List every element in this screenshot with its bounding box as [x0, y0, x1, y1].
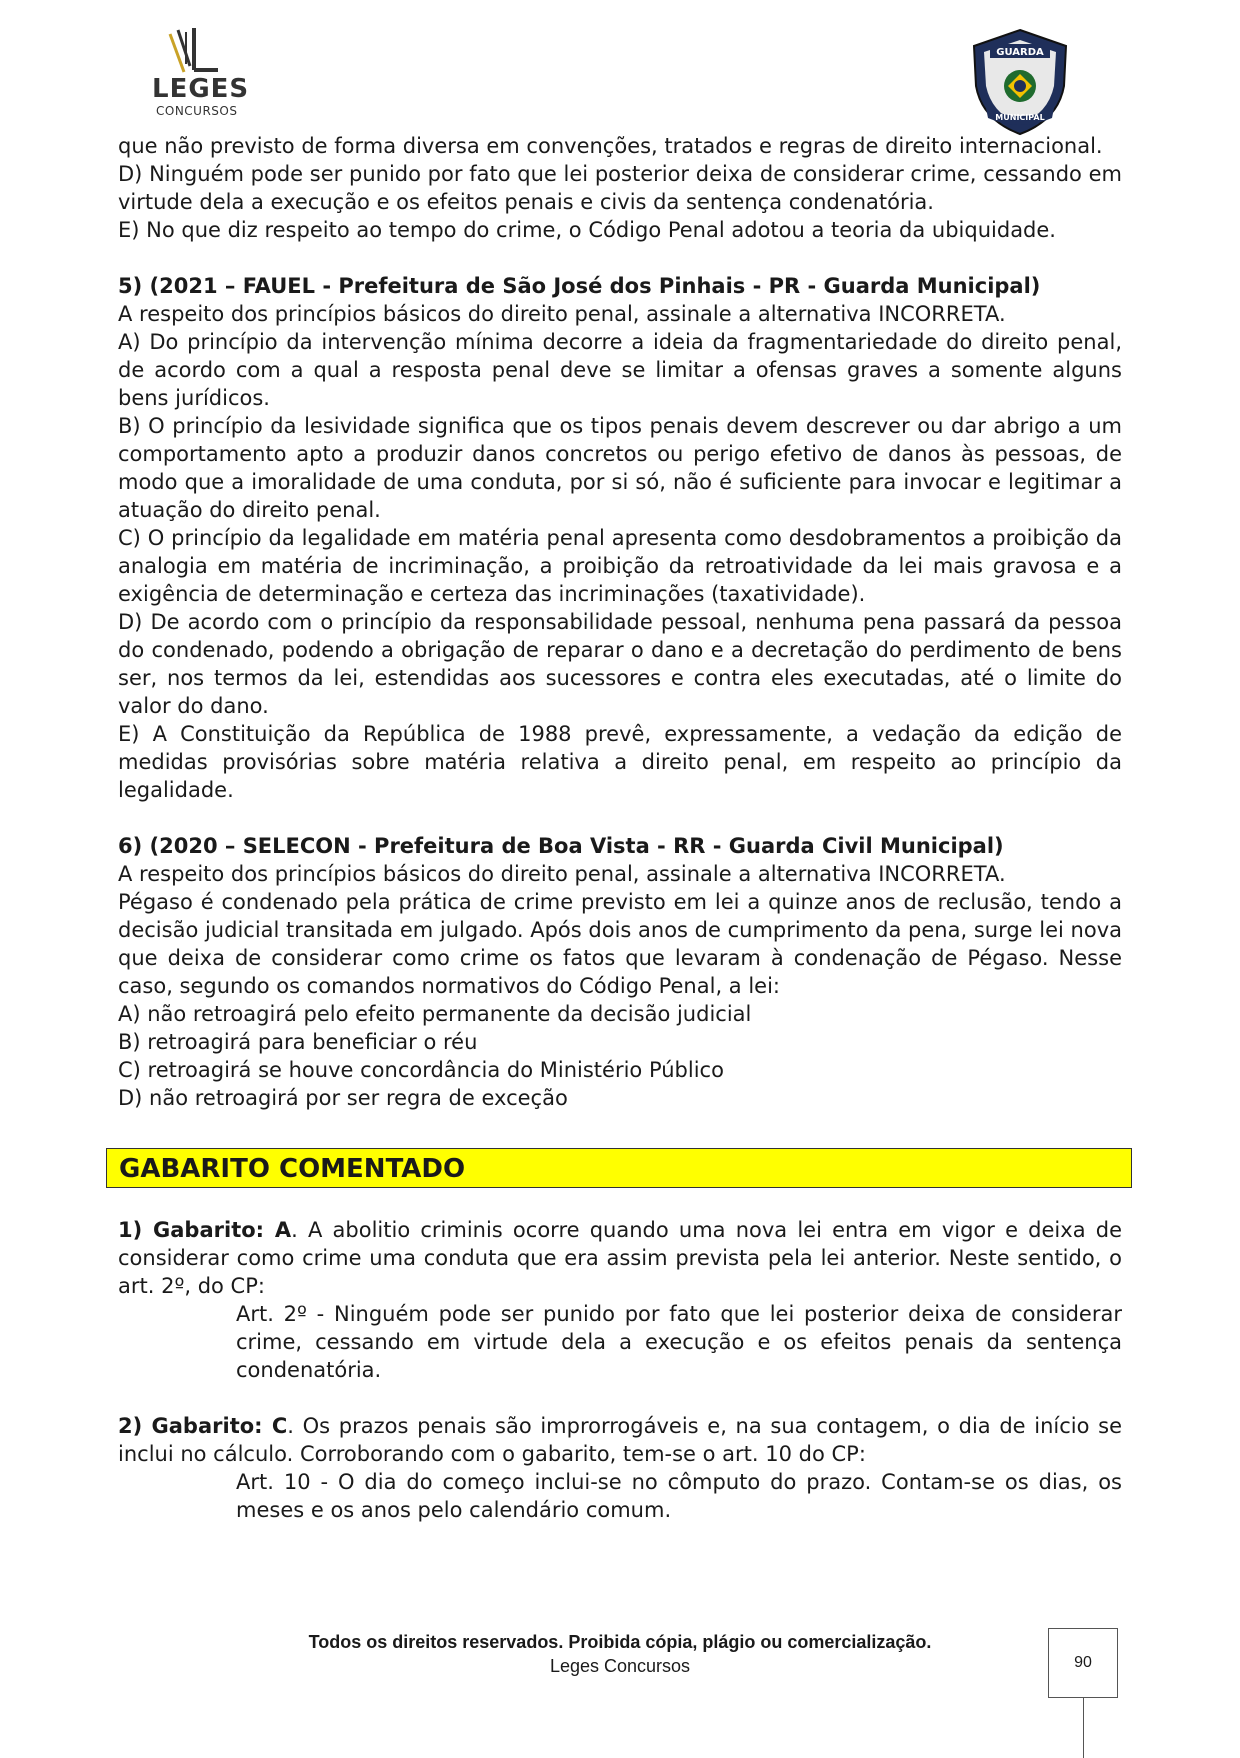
- question-5-title: 5) (2021 – FAUEL - Prefeitura de São José dos Pinhais - PR - Guarda Municipal): [118, 274, 1041, 298]
- gabarito-heading: GABARITO COMENTADO: [106, 1148, 1132, 1188]
- answer-2-quote: Art. 10 - O dia do começo inclui-se no cômputo do prazo. Contam-se os dias, os meses e os anos pelo calendário comum.: [236, 1470, 1122, 1522]
- paragraph: D) Ninguém pode ser punido por fato que lei posterior deixa de considerar crime, cessando em virtude dela a execução e os efeitos penais e civis da sentença condenatória.: [118, 162, 1122, 214]
- paragraph: que não previsto de forma diversa em convenções, tratados e regras de direito internacional.: [118, 134, 1103, 158]
- page-number-line: [1083, 1698, 1084, 1758]
- question-6-line: Pégaso é condenado pela prática de crime previsto em lei a quinze anos de reclusão, tendo a decisão judicial transitada em julgado. Após dois anos de cumprimento da pena, surge lei nova que deixa de considerar como crime os fatos que levaram à condenação de Pégaso. Nesse caso, segundo os comandos normativos do Código Penal, a lei:: [118, 890, 1122, 998]
- question-5-line: D) De acordo com o princípio da responsabilidade pessoal, nenhuma pena passará da pessoa do condenado, podendo a obrigação de reparar o dano e a decretação do perdimento de bens ser, nos termos da lei, estendidas aos sucessores e contra eles executadas, até o limite do valor do dano.: [118, 610, 1122, 718]
- question-6-line: C) retroagirá se houve concordância do Ministério Público: [118, 1058, 724, 1082]
- answer-1-quote: Art. 2º - Ninguém pode ser punido por fato que lei posterior deixa de considerar crime, cessando em virtude dela a execução e os efeitos penais da sentença condenatória.: [236, 1302, 1122, 1382]
- leges-brand-sub: CONCURSOS: [156, 104, 238, 118]
- question-6-title: 6) (2020 – SELECON - Prefeitura de Boa Vista - RR - Guarda Civil Municipal): [118, 834, 1004, 858]
- question-6-line: D) não retroagirá por ser regra de exceção: [118, 1086, 568, 1110]
- paragraph: E) No que diz respeito ao tempo do crime, o Código Penal adotou a teoria da ubiquidade.: [118, 218, 1056, 242]
- answer-1-label: 1) Gabarito: A: [118, 1218, 292, 1242]
- question-6-line: A respeito dos princípios básicos do direito penal, assinale a alternativa INCORRETA.: [118, 862, 1006, 886]
- answer-2: [118, 1412, 1122, 1468]
- answer-2-label: 2) Gabarito: C: [118, 1414, 288, 1438]
- footer-company: Leges Concursos: [549, 1656, 691, 1676]
- question-5-line: A) Do princípio da intervenção mínima decorre a ideia da fragmentariedade do direito penal, de acordo com a qual a resposta penal deve se limitar a ofensas graves a somente alguns bens jurídicos.: [118, 330, 1122, 410]
- footer-rights: Todos os direitos reservados. Proibida cópia, plágio ou comercialização.: [308, 1632, 932, 1652]
- question-5-line: C) O princípio da legalidade em matéria penal apresenta como desdobramentos a proibição da analogia em matéria de incriminação, a proibição da retroatividade da lei mais gravosa e a exigência de determinação e certeza das incriminações (taxatividade).: [118, 526, 1122, 606]
- question-5-line: A respeito dos princípios básicos do direito penal, assinale a alternativa INCORRETA.: [118, 302, 1006, 326]
- leges-logo: [150, 24, 260, 124]
- badge-bottom-text: MUNICIPAL: [995, 113, 1045, 122]
- question-6-line: B) retroagirá para beneficiar o réu: [118, 1030, 478, 1054]
- leges-brand: LEGES: [152, 74, 250, 104]
- page-number: 90: [1048, 1628, 1118, 1698]
- answer-1-text: . A abolitio criminis ocorre quando uma nova lei entra em vigor e deixa de considerar como crime uma conduta que era assim prevista pela lei anterior. Neste sentido, o art. 2º, do CP:: [118, 1218, 1122, 1298]
- document-body: [118, 132, 1122, 1524]
- badge-top-text: GUARDA: [996, 47, 1044, 58]
- question-5-line: E) A Constituição da República de 1988 prevê, expressamente, a vedação da edição de medidas provisórias sobre matéria relativa a direito penal, em respeito ao princípio da legalidade.: [118, 722, 1122, 802]
- question-5-line: B) O princípio da lesividade significa que os tipos penais devem descrever ou dar abrigo a um comportamento apto a produzir danos concretos ou perigo efetivo de danos às pessoas, de modo que a imoralidade de uma conduta, por si só, não é suficiente para invocar e legitimar a atuação do direito penal.: [118, 414, 1122, 522]
- answer-2-text: . Os prazos penais são improrrogáveis e, na sua contagem, o dia de início se inclui no cálculo. Corroborando com o gabarito, tem-se o art. 10 do CP:: [118, 1414, 1122, 1466]
- answer-1: [118, 1216, 1122, 1300]
- question-6-line: A) não retroagirá pelo efeito permanente da decisão judicial: [118, 1002, 752, 1026]
- guarda-municipal-badge-icon: [968, 26, 1072, 138]
- page-header: [0, 0, 1240, 130]
- leges-logo-mark: [150, 24, 260, 76]
